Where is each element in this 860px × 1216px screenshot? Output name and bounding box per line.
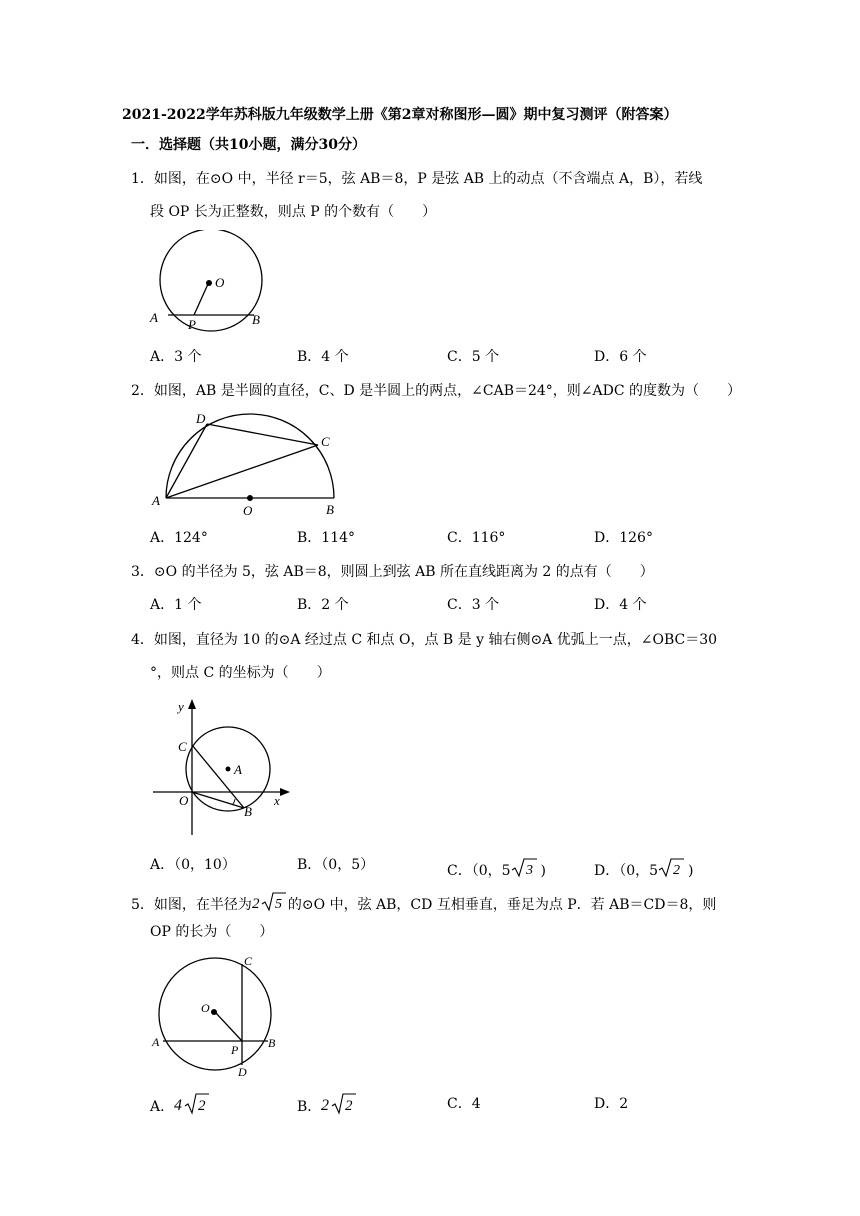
q2-option-c: C．116°: [447, 530, 506, 546]
q4-option-c-radicand: 3: [525, 863, 533, 878]
q1-label-p: P: [188, 317, 196, 332]
q1-option-c: C．5 个: [447, 349, 500, 365]
q4-stem-line2: °，则点 C 的坐标为（ ）: [150, 665, 331, 681]
q4-label-x: x: [274, 793, 280, 808]
q4-label-c: C: [178, 739, 187, 754]
q5-label-p: P: [231, 1043, 239, 1057]
page-title: 2021-2022学年苏科版九年级数学上册《第2章对称图形—圆》期中复习测评（附答案）: [122, 107, 678, 123]
q5-stem-line1: [131, 892, 716, 915]
q1-stem-line1: 1．如图，在⊙O 中，半径 r＝5，弦 AB＝8，P 是弦 AB 上的动点（不含端点 A，B），若线: [131, 171, 703, 187]
q4-option-d-text: D．（0，5: [594, 863, 659, 879]
q4-figure: [148, 695, 298, 840]
q2-label-d: D: [196, 411, 206, 426]
q2-option-a: A．124°: [150, 530, 208, 546]
q5-label-a: A: [152, 1035, 160, 1049]
q4-option-c: C．（0，5 3 ): [447, 858, 546, 881]
q5-option-b-prefix: B．: [297, 1099, 322, 1115]
q2-label-o: O: [243, 503, 253, 518]
q4-option-d: D．（0，5 2 ): [594, 858, 694, 881]
q5-stem-part1: 5．如图，在半径为: [131, 897, 252, 913]
q4-option-d-radicand: 2: [673, 863, 681, 878]
q1-option-b: B．4 个: [297, 349, 349, 365]
q2-option-d: D．126°: [594, 530, 653, 546]
q5-option-b-radicand: 2: [345, 1098, 353, 1114]
q5-option-c: C．4: [447, 1096, 481, 1112]
q4-label-a: A: [234, 762, 242, 777]
q2-stem-line1: 2．如图，AB 是半圆的直径，C、D 是半圆上的两点，∠CAB＝24°，则∠ADC 的度数为（ ）: [131, 383, 742, 399]
q4-option-c-text: C．（0，5: [447, 863, 511, 879]
q3-option-c: C．3 个: [447, 597, 500, 613]
q1-label-a: A: [150, 310, 158, 325]
q4-option-b: B．（0，5）: [297, 857, 375, 873]
q1-stem-line2: 段 OP 长为正整数，则点 P 的个数有（ ）: [150, 204, 437, 220]
q4-label-b: B: [244, 804, 252, 819]
q2-label-c: C: [321, 434, 330, 449]
q3-option-a: A．1 个: [150, 597, 202, 613]
q5-option-b-coef: 2: [321, 1097, 330, 1114]
q5-label-d: D: [238, 1065, 247, 1079]
q1-figure: [148, 230, 278, 335]
q2-option-b: B．114°: [297, 530, 356, 546]
q4-label-y: y: [178, 699, 184, 714]
q2-figure: [148, 408, 348, 518]
q2-label-b: B: [326, 502, 334, 517]
q1-option-a: A．3 个: [150, 349, 202, 365]
q5-option-a-prefix: A．: [150, 1099, 175, 1115]
q1-label-o: O: [215, 275, 225, 290]
q4-label-o: O: [179, 793, 189, 808]
q5-stem-radicand: 5: [274, 897, 282, 912]
q3-option-b: B．2 个: [297, 597, 349, 613]
q5-option-a-coef: 4: [174, 1097, 183, 1114]
q5-label-b: B: [268, 1036, 276, 1050]
q5-figure: [148, 952, 288, 1082]
q5-stem-line2: OP 的长为（ ）: [150, 924, 274, 940]
q3-option-d: D．4 个: [594, 597, 647, 613]
q1-label-b: B: [252, 312, 260, 327]
q5-option-d: D．2: [594, 1096, 629, 1112]
section-heading: 一．选择题（共10小题，满分30分）: [131, 137, 366, 153]
q1-option-d: D．6 个: [594, 349, 647, 365]
q5-option-a-radicand: 2: [198, 1098, 206, 1114]
q4-option-a: A．（0，10）: [150, 857, 236, 873]
q5-option-a: [150, 1093, 210, 1118]
q5-stem-coef: 2: [251, 896, 260, 912]
q5-label-c: C: [244, 954, 253, 968]
q5-stem-part2: 的⊙O 中，弦 AB，CD 互相垂直，垂足为点 P．若 AB＝CD＝8，则: [287, 897, 717, 913]
q3-stem-line1: 3．⊙O 的半径为 5，弦 AB＝8，则圆上到弦 AB 所在直线距离为 2 的点有（ ）: [131, 564, 654, 580]
q5-label-o: O: [201, 1001, 210, 1015]
q4-stem-line1: 4．如图，直径为 10 的⊙A 经过点 C 和点 O，点 B 是 y 轴右侧⊙A 优弧上一点，∠OBC＝30: [131, 632, 718, 648]
q2-label-a: A: [152, 493, 160, 508]
q5-option-b: [297, 1093, 357, 1118]
